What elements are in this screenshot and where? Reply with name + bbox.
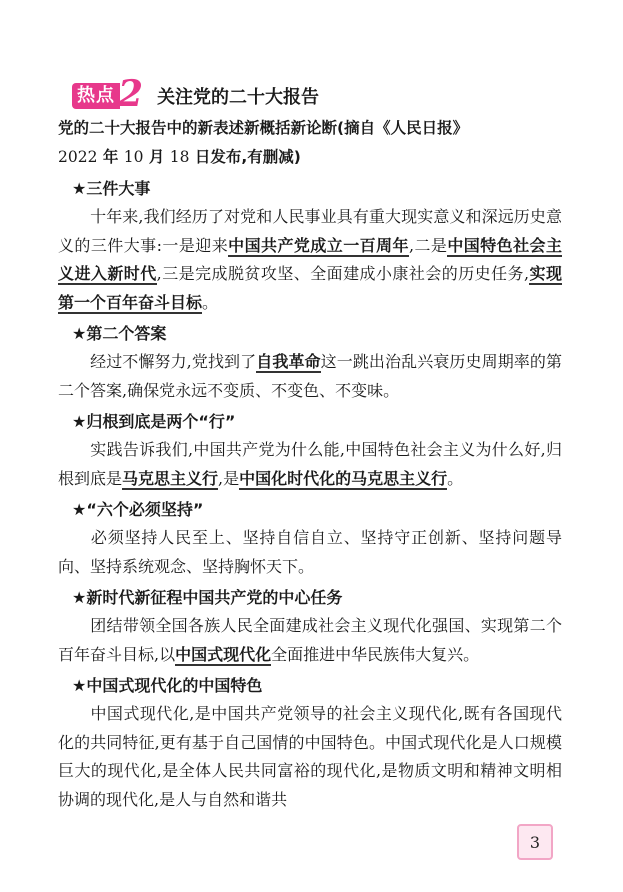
hot-topic-header — [72, 72, 558, 115]
paragraph-text: 这一跳出治乱兴衰历史周期率的第二个答案,确保党永远不变质、不变色、不变味。 — [58, 352, 562, 400]
section-paragraph — [58, 436, 562, 493]
highlighted-keyphrase: 中国式现代化 — [175, 644, 272, 664]
intro-line-2 — [58, 143, 562, 172]
paragraph-text: 。 — [447, 468, 464, 488]
section-paragraph — [58, 700, 562, 814]
intro-month: 10 — [123, 148, 144, 166]
hot-topic-number: 2 — [118, 73, 144, 115]
paragraph-text: 经过不懈努力,党找到了 — [90, 352, 257, 371]
paragraph-text: 团结带领全国各族人民全面建成社会主义现代化强国、实现第二个百年奋斗目标,以 — [58, 616, 562, 664]
paragraph-text: 中国式现代化,是中国共产党领导的社会主义现代化,既有各国现代化的共同特征,更有基于自己国情的中国特色。中国式现代化是人口规模巨大的现代化,是全体人民共同富裕的现代化,是物质文明和精神文明相协调的现代化,是人与自然和谐共 — [58, 704, 562, 809]
paragraph-text: 。 — [202, 292, 219, 312]
highlighted-keyphrase: 中国特色社会主义进入新时代 — [58, 235, 562, 283]
hot-topic-title: 关注党的二十大报告 — [157, 87, 320, 108]
intro-text-a: 年 — [97, 148, 124, 166]
paragraph-text: 必须坚持人民至上、坚持自信自立、坚持守正创新、坚持问题导向、坚持系统观念、坚持胸怀天下。 — [58, 528, 562, 576]
section-title: ★“六个必须坚持” — [72, 500, 204, 519]
intro-year: 2022 — [58, 148, 98, 166]
paragraph-text: 十年来,我们经历了对党和人民事业具有重大现实意义和深远历史意义的三件大事:一是迎来 — [58, 207, 562, 255]
paragraph-text: 全面推进中华民族伟大复兴。 — [271, 644, 480, 664]
section-title: ★第二个答案 — [72, 324, 167, 343]
paragraph-text: ,三是完成脱贫攻坚、全面建成小康社会的历史任务, — [156, 264, 530, 283]
section-title: ★归根到底是两个“行” — [72, 412, 236, 431]
highlighted-keyphrase: 自我革命 — [256, 352, 321, 371]
page-number: 3 — [517, 824, 553, 860]
highlighted-keyphrase: 实现第一个百年奋斗目标 — [58, 264, 562, 312]
intro-text-c: 日发布,有删减) — [189, 148, 301, 166]
page-content — [58, 72, 562, 814]
hot-topic-badge — [72, 72, 144, 115]
paragraph-text: ,是 — [218, 468, 240, 488]
intro-source — [58, 114, 562, 172]
intro-line-1: 党的二十大报告中的新表述新概括新论断(摘自《人民日报》 — [58, 119, 469, 137]
paragraph-text: 实践告诉我们,中国共产党为什么能,中国特色社会主义为什么好,归根到底是 — [58, 440, 562, 488]
intro-day: 18 — [169, 148, 190, 166]
sections-container — [58, 174, 562, 814]
section-paragraph — [58, 524, 562, 581]
intro-text-b: 月 — [143, 148, 170, 166]
hot-topic-label: 热点 — [72, 83, 120, 109]
paragraph-text: ,二是 — [408, 235, 448, 255]
section-paragraph — [58, 612, 562, 669]
section-title: ★新时代新征程中国共产党的中心任务 — [72, 588, 343, 607]
section-title: ★三件大事 — [72, 179, 151, 198]
section-paragraph — [58, 348, 562, 405]
section-paragraph — [58, 203, 562, 317]
highlighted-keyphrase: 马克思主义行 — [122, 468, 219, 488]
highlighted-keyphrase: 中国化时代化的马克思主义行 — [239, 468, 448, 488]
highlighted-keyphrase: 中国共产党成立一百周年 — [228, 235, 409, 255]
section-title: ★中国式现代化的中国特色 — [72, 676, 263, 695]
